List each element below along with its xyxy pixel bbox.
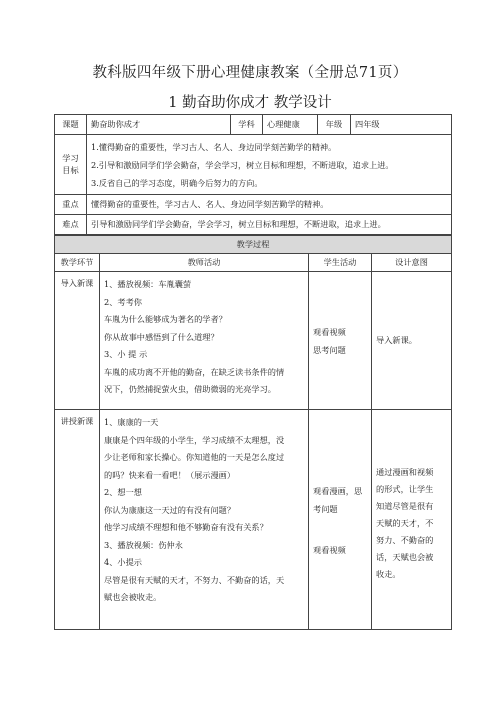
grade-label: 年级 — [318, 115, 351, 135]
teacher-line: 1、康康的一天 — [104, 417, 159, 427]
teacher-line: 赋也会被收走。 — [104, 592, 162, 602]
student-line: 观看视频 — [313, 545, 346, 555]
design-line: 话，天赋也会被 — [376, 552, 434, 562]
difficulty-label: 难点 — [55, 215, 87, 235]
document-title: 教科版四年级下册心理健康教案（全册总71页） — [92, 65, 408, 81]
difficulty-value: 引导和激励同学们学会勤奋，学会学习，树立目标和理想，不断进取，追求上进。 — [87, 215, 452, 235]
design-intent-intro: 导入新课。 — [372, 272, 452, 410]
student-line: 观看漫画，思 — [313, 486, 363, 496]
teacher-line: 车胤的成功离不开他的勤奋，在缺乏读书条件的情 — [104, 366, 285, 377]
teacher-line: 2、想一想 — [104, 487, 142, 497]
goal-item: 2.引导和激励同学们学会勤奋，学会学习，树立目标和理想，不断进取，追求上进。 — [91, 159, 394, 170]
process-column-headers — [55, 254, 452, 272]
teacher-line: 他学习成绩不理想和他不够勤奋有没有关系？ — [104, 522, 268, 532]
student-line: 思考问题 — [313, 344, 346, 355]
table-row — [55, 272, 452, 410]
column-header-design: 设计意图 — [372, 254, 452, 272]
teacher-activity-intro — [100, 272, 309, 410]
teacher-line: 车胤为什么能够成为著名的学者？ — [104, 314, 227, 324]
design-line: 知道尽管是很有 — [376, 501, 434, 511]
goals-list — [87, 135, 452, 195]
goals-label: 学习目标 — [55, 135, 87, 195]
teacher-activity-new-lesson — [100, 410, 309, 630]
design-line: 通过漫画和视频 — [376, 467, 434, 477]
student-line: 观看视频 — [313, 326, 346, 337]
process-table — [54, 235, 452, 630]
topic-row — [55, 115, 452, 135]
teacher-line: 少让老师和家长操心。你知道他的一天是怎么度过 — [104, 452, 285, 462]
teacher-line: 康康是个四年级的小学生，学习成绩不太理想，没 — [104, 434, 285, 445]
design-intent-new-lesson — [372, 410, 452, 630]
column-header-student: 学生活动 — [309, 254, 372, 272]
design-line: 的形式，让学生 — [376, 484, 434, 494]
column-header-stage: 教学环节 — [55, 254, 100, 272]
process-section-title: 教学过程 — [55, 236, 452, 254]
student-activity-intro — [309, 272, 372, 410]
difficulty-row — [55, 215, 452, 235]
teacher-line: 3、小 提 示 — [104, 349, 148, 359]
lesson-title: 1 勤奋助你成才 教学设计 — [168, 95, 332, 111]
teacher-line: 况下，仍然捕捉萤火虫，借助微弱的光亮学习。 — [104, 384, 276, 394]
design-line: 收走。 — [376, 569, 401, 579]
student-line: 考问题 — [313, 504, 338, 514]
topic-label: 课题 — [55, 115, 87, 135]
teacher-line: 2、考考你 — [104, 296, 142, 307]
teacher-line: 1、播放视频：车胤囊萤 — [104, 279, 192, 289]
grade-value: 四年级 — [351, 115, 452, 135]
design-line: 天赋的天才，不 — [376, 518, 434, 528]
teacher-line: 的吗？快来看一看吧！（展示漫画） — [104, 469, 236, 480]
key-value: 懂得勤奋的重要性，学习古人、名人、身边同学刻苦勤学的精神。 — [87, 195, 452, 215]
table-row — [55, 410, 452, 630]
subject-label: 学科 — [231, 115, 263, 135]
teacher-line: 你认为康康这一天过的有没有问题？ — [104, 504, 236, 515]
stage-new-lesson: 讲授新课 — [55, 410, 100, 630]
student-activity-new-lesson — [309, 410, 372, 630]
process-section-header — [55, 236, 452, 254]
goals-row — [55, 135, 452, 195]
goal-item: 3.反省自己的学习态度，明确今后努力的方向。 — [91, 177, 263, 188]
design-line: 努力、不勤奋的 — [376, 535, 434, 545]
stage-intro: 导入新课 — [55, 272, 100, 410]
subject-value: 心理健康 — [263, 115, 318, 135]
goal-item: 1.懂得勤奋的重要性，学习古人、名人、身边同学刻苦勤学的精神。 — [91, 141, 337, 152]
teacher-line: 尽管是很有天赋的天才，不努力、不勤奋的话，天 — [104, 574, 285, 585]
lesson-plan-table — [54, 114, 452, 235]
teacher-line: 3、播放视频：伤仲永 — [104, 539, 183, 550]
column-header-teacher: 教师活动 — [100, 254, 309, 272]
key-row — [55, 195, 452, 215]
teacher-line: 4、小提示 — [104, 557, 142, 567]
topic-value: 勤奋助你成才 — [87, 115, 231, 135]
key-label: 重点 — [55, 195, 87, 215]
teacher-line: 你从故事中感悟到了什么道理？ — [104, 331, 219, 342]
